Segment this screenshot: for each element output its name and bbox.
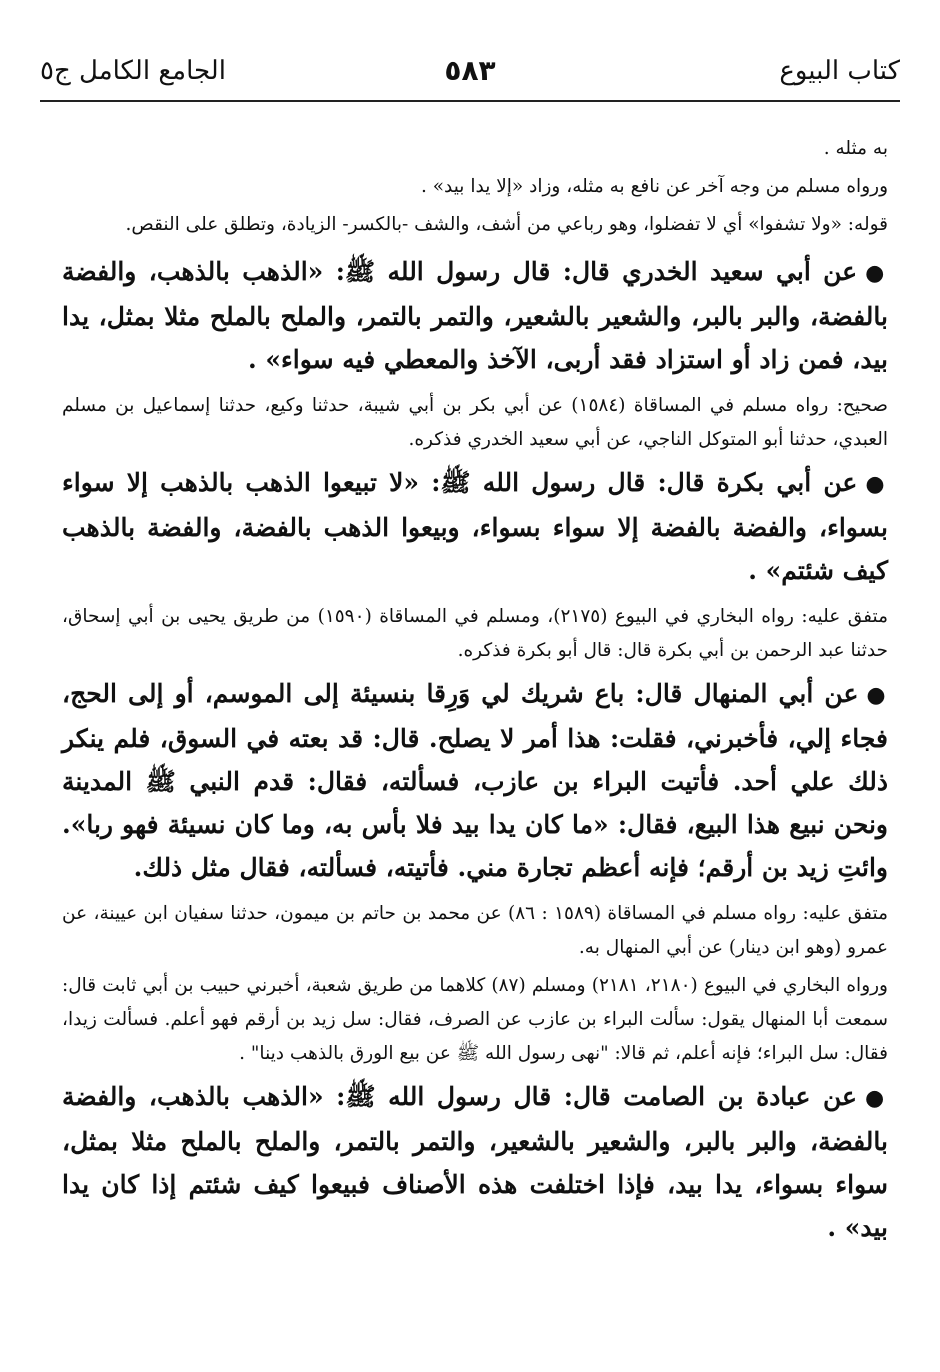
hadith-paragraph: ●عن عبادة بن الصامت قال: قال رسول الله ﷺ: «الذهب بالذهب، والفضة بالفضة، والبر بالبر، والشعير بالشعير، والتمر بالتمر، والملح بالملح مثلا بمثل، سواء بسواء، يدا بيد، فإذا اختلفت هذه الأصناف فبيعوا كيف شئتم إذا كان يدا بيد» . — [62, 1082, 888, 1242]
page-body — [62, 132, 888, 1352]
bullet-icon: ● — [865, 471, 888, 497]
takhrij-paragraph: متفق عليه: رواه مسلم في المساقاة (١٥٨٩ : ٨٦) عن محمد بن حاتم بن ميمون، حدثنا سفيان ابن عيينة، عن عمرو (وهو ابن دينار) عن أبي المنهال به. — [62, 903, 888, 958]
bullet-icon: ● — [865, 260, 888, 286]
takhrij-paragraph: صحيح: رواه مسلم في المساقاة (١٥٨٤) عن أبي بكر بن أبي شيبة، حدثنا وكيع، حدثنا إسماعيل بن مسلم العبدي، حدثنا أبو المتوكل الناجي، عن أبي سعيد الخدري فذكره. — [62, 395, 888, 450]
note-paragraph: قوله: «ولا تشفوا» أي لا تفضلوا، وهو رباعي من أشف، والشف -بالكسر- الزيادة، وتطلق على النقص. — [125, 214, 888, 235]
note-paragraph: ورواه مسلم من وجه آخر عن نافع به مثله، وزاد «إلا يدا بيد» . — [420, 176, 888, 197]
page-header — [40, 52, 900, 96]
hadith-paragraph: ●عن أبي المنهال قال: باع شريك لي وَرِقا بنسيئة إلى الموسم، أو إلى الحج، فجاء إلي، فأخبرني، فقلت: هذا أمر لا يصلح. قال: قد بعته في السوق، فلم ينكر ذلك علي أحد. فأتيت البراء بن عازب، فسألته، فقال: قدم النبي ﷺ المدينة ونحن نبيع هذا البيع، فقال: «ما كان يدا بيد فلا بأس به، وما كان نسيئة فهو ربا». وائتِ زيد بن أرقم؛ فإنه أعظم تجارة مني. فأتيته، فسألته، فقال مثل ذلك. — [62, 679, 888, 882]
takhrij-paragraph: متفق عليه: رواه البخاري في البيوع (٢١٧٥)، ومسلم في المساقاة (١٥٩٠) من طريق يحيى بن أبي إسحاق، حدثنا عبد الرحمن بن أبي بكرة قال: قال أبو بكرة فذكره. — [62, 606, 888, 661]
page-number: ٥٨٣ — [444, 54, 496, 87]
header-rule — [40, 100, 900, 102]
book-section-title: كتاب البيوع — [779, 56, 900, 86]
book-volume-title: الجامع الكامل ج٥ — [40, 56, 226, 86]
hadith-paragraph: ●عن أبي سعيد الخدري قال: قال رسول الله ﷺ: «الذهب بالذهب، والفضة بالفضة، والبر بالبر، والشعير بالشعير، والتمر بالتمر، والملح بالملح مثلا بمثل، يدا بيد، فمن زاد أو استزاد فقد أربى، الآخذ والمعطي فيه سواء» . — [62, 257, 888, 374]
hadith-paragraph: ●عن أبي بكرة قال: قال رسول الله ﷺ: «لا تبيعوا الذهب بالذهب إلا سواء بسواء، والفضة بالفضة إلا سواء بسواء، وبيعوا الذهب بالفضة، والفضة بالذهب كيف شئتم» . — [62, 468, 888, 585]
takhrij-paragraph: ورواه البخاري في البيوع (٢١٨٠، ٢١٨١) ومسلم (٨٧) كلاهما من طريق شعبة، أخبرني حبيب بن أبي ثابت قال: سمعت أبا المنهال يقول: سألت البراء بن عازب عن الصرف، فقال: سل زيد بن أرقم فهو أعلم. فسألت زيدا، فقال: سل البراء؛ فإنه أعلم، ثم قالا: "نهى رسول الله ﷺ عن بيع الورق بالذهب دينا" . — [62, 975, 888, 1064]
note-paragraph: به مثله . — [823, 138, 888, 159]
bullet-icon: ● — [864, 1085, 888, 1111]
bullet-icon: ● — [866, 682, 888, 708]
